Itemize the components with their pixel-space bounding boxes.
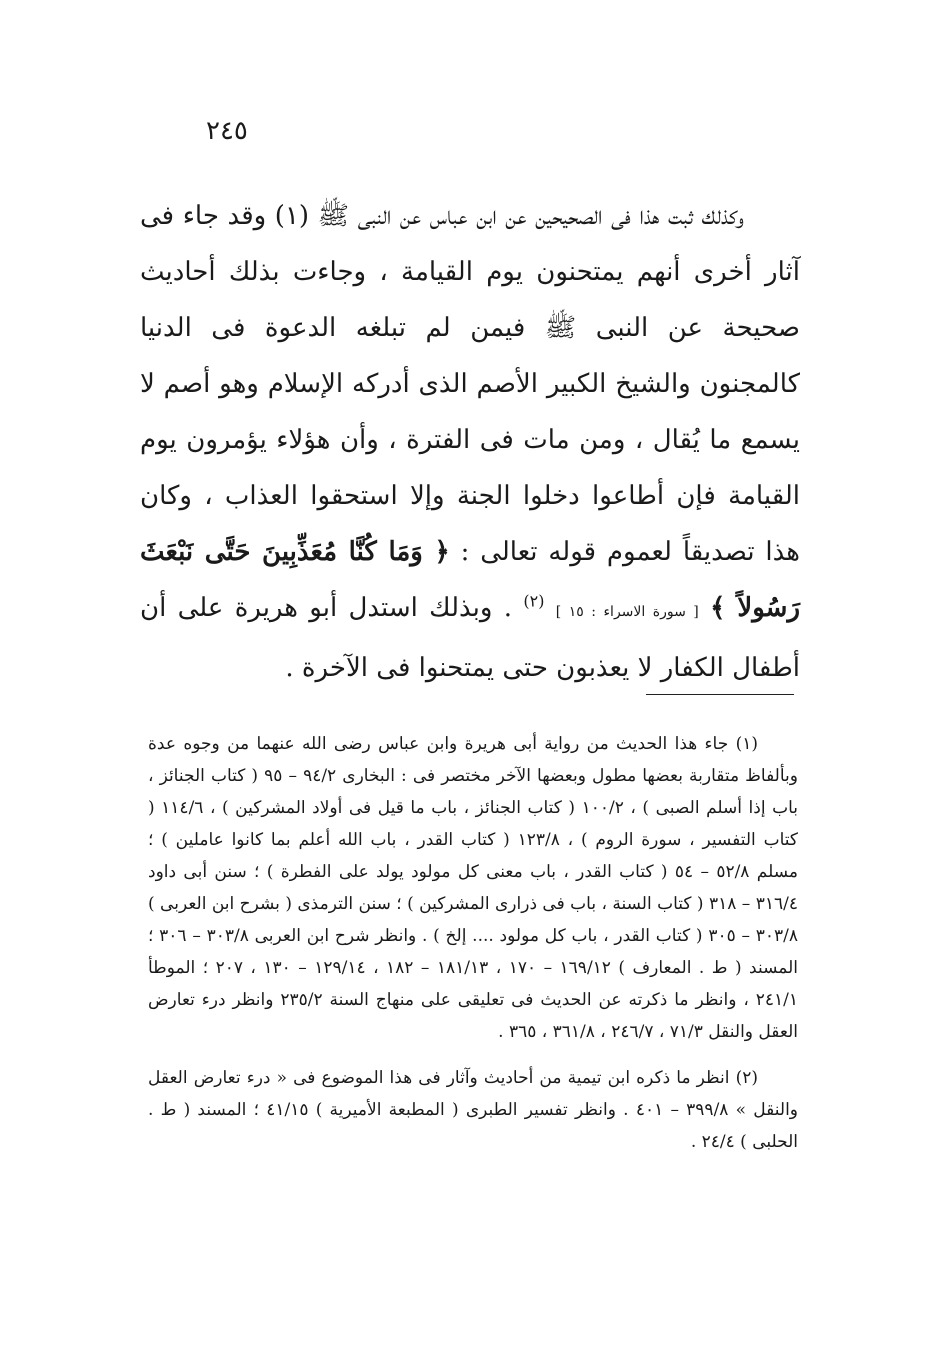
quran-reference: [ سورة الاسراء : ١٥ ] bbox=[555, 604, 699, 620]
main-text bbox=[140, 188, 800, 696]
footnote-1: (١) جاء هذا الحديث من رواية أبى هريرة وابن عباس رضى الله عنهما من وجوه عدة وبألفاظ متقاربة بعضها مطول وبعضها الآخر مختصر فى : البخارى ٩٤/٢ – ٩٥ ( كتاب الجنائز ، باب إذا أسلم الصبى ) ، ١٠٠/٢ ( كتاب الجنائز ، باب ما قيل فى أولاد المشركين ) ، ١١٤/٦ ( كتاب التفسير ، سورة الروم ) ، ١٢٣/٨ ( كتاب القدر ، باب الله أعلم بما كانوا عاملين ) ؛ مسلم ٥٢/٨ – ٥٤ ( كتاب القدر ، باب معنى كل مولود يولد على الفطرة ) ؛ سنن أبى داود ٣١٦/٤ – ٣١٨ ( كتاب السنة ، باب فى ذرارى المشركين ) ؛ سنن الترمذى ( بشرح ابن العربى ) ٣٠٣/٨ – ٣٠٥ ( كتاب القدر ، باب كل مولود .... إلخ ) . وانظر شرح ابن العربى ٣٠٣/٨ – ٣٠٦ ؛ المسند ( ط . المعارف ) ١٦٩/١٢ – ١٧٠ ، ١٨١/١٣ – ١٨٢ ، ١٢٩/١٤ – ١٣٠ ، ٢٠٧ ؛ الموطأ ٢٤١/١ ، وانظر ما ذكرته عن الحديث فى تعليقى على منهاج السنة ٢٣٥/٢ وانظر درء تعارض العقل والنقل ٧١/٣ ، ٢٤٦/٧ ، ٣٦١/٨ ، ٣٦٥ . bbox=[148, 734, 799, 1042]
paragraph-continuation: . وبذلك استدل أبو هريرة على أن أطفال الكفار لا يعذبون حتى يمتحنوا فى الآخرة . bbox=[140, 593, 800, 683]
page-number: ٢٤٥ bbox=[206, 116, 248, 146]
footnote-marker: (٢) bbox=[523, 591, 545, 611]
main-paragraph bbox=[140, 188, 800, 696]
footnotes bbox=[148, 728, 798, 1158]
footnote-divider bbox=[646, 694, 794, 695]
quran-quote: ﴿ وَمَا كُنَّا مُعَذِّبِينَ حَتَّى نَبْعَثَ رَسُولاً ﴾ bbox=[140, 537, 801, 623]
paragraph-text: وكذلك ثبت هذا فى الصحيحين عن ابن عباس عن النبى ﷺ (١) وقد جاء فى آثار أخرى أنهم يمتحنون يوم القيامة ، وجاءت بذلك أحاديث صحيحة عن النبى ﷺ فيمن لم تبلغه الدعوة فى الدنيا كالمجنون والشيخ الكبير الأصم الذى أدركه الإسلام وهو أصم لا يسمع ما يُقال ، ومن مات فى الفترة ، وأن هؤلاء يؤمرون يوم القيامة فإن أطاعوا دخلوا الجنة وإلا استحقوا العذاب ، وكان هذا تصديقاً لعموم قوله تعالى : bbox=[140, 201, 800, 567]
footnote-2: (٢) انظر ما ذكره ابن تيمية من أحاديث وآثار فى هذا الموضوع فى « درء تعارض العقل والنقل » ٣٩٩/٨ – ٤٠١ . وانظر تفسير الطبرى ( المطبعة الأميرية ) ٤١/١٥ ؛ المسند ( ط . الحلبى ) ٢٤/٤ . bbox=[148, 1068, 798, 1152]
